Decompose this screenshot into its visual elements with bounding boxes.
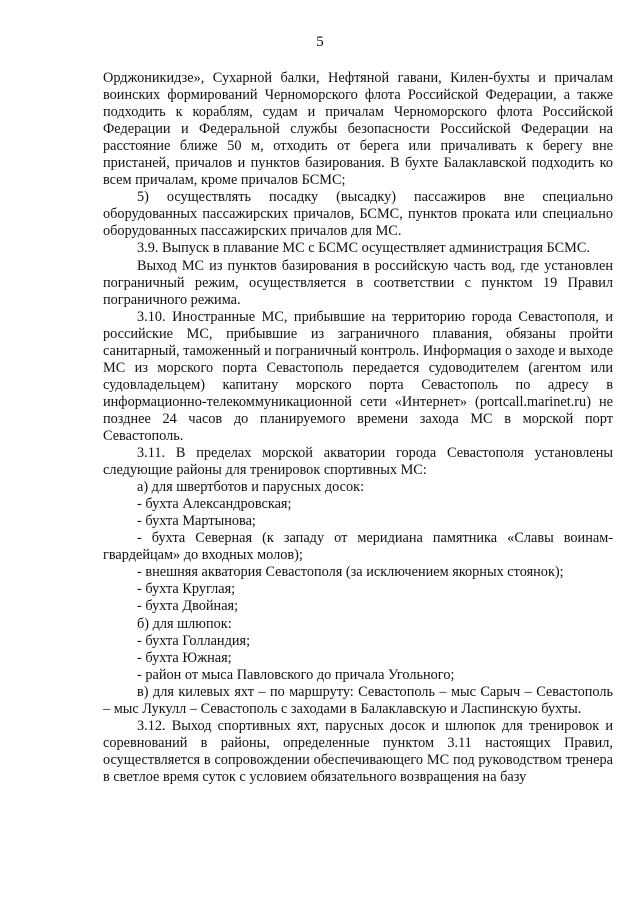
- list-item: - район от мыса Павловского до причала Угольного;: [137, 666, 455, 683]
- paragraph-3-11: 3.11. В пределах морской акватории города Севастополя установлены следующие районы для тренировок спортивных МС:: [103, 445, 613, 479]
- paragraph-border-regime: Выход МС из пунктов базирования в российскую часть вод, где установлен пограничный режим, осуществляется в соответствии с пунктом 19 Правил пограничного режима.: [103, 257, 613, 308]
- paragraph-3-9: 3.9. Выпуск в плавание МС с БСМС осуществляет администрация БСМС.: [137, 240, 590, 257]
- list-item: - внешняя акватория Севастополя (за исключением якорных стоянок);: [137, 564, 564, 581]
- list-heading-a: а) для швертботов и парусных досок:: [137, 479, 365, 496]
- list-item: - бухта Северная (к западу от меридиана памятника «Славы воинам-гвардейцам» до входных молов);: [103, 530, 613, 564]
- paragraph-item-5: 5) осуществлять посадку (высадку) пассажиров вне специально оборудованных пассажирских причалов, БСМС, пунктов проката или специально оборудованных пассажирских причалов для МС.: [103, 189, 613, 240]
- list-heading-b: б) для шлюпок:: [137, 615, 232, 632]
- list-item: - бухта Голландия;: [137, 632, 251, 649]
- list-item: - бухта Круглая;: [137, 581, 236, 598]
- paragraph-3-10: 3.10. Иностранные МС, прибывшие на территорию города Севастополя, и российские МС, прибывшие из заграничного плавания, обязаны пройти санитарный, таможенный и пограничный контроль. Информация о заходе и выходе МС из морского порта Севастополь передается судоводителем (агентом или судовладельцем) капитану морского порта Севастополь по адресу в информационно-телекоммуникационной сети «Интернет» (portcall.marinet.ru) не позднее 24 часов до планируемого времени захода МС в морской порт Севастополь.: [103, 308, 613, 444]
- paragraph-continuation: Орджоникидзе», Сухарной балки, Нефтяной гавани, Килен-бухты и причалам воинских формирований Черноморского флота Российской Федерации, а также подходить к кораблям, судам и причалам Черноморского флота Российской Федерации и Федеральной службы безопасности Российской Федерации на расстояние ближе 50 м, отходить от берега или причаливать к берегу вне пристаней, причалов и пунктов базирования. В бухте Балаклавской подходить ко всем причалам, кроме причалов БСМС;: [103, 70, 613, 189]
- list-item: - бухта Двойная;: [137, 598, 239, 615]
- list-item: - бухта Мартынова;: [137, 513, 256, 530]
- list-item: - бухта Александровская;: [137, 496, 292, 513]
- list-item: - бухта Южная;: [137, 649, 232, 666]
- page-number: 5: [316, 34, 324, 50]
- list-heading-v: в) для килевых яхт – по маршруту: Севастополь – мыс Сарыч – Севастополь – мыс Лукулл – Севастополь с заходами в Балаклавскую и Ласпинскую бухты.: [103, 683, 613, 717]
- paragraph-3-12: 3.12. Выход спортивных яхт, парусных досок и шлюпок для тренировок и соревнований в районы, определенные пунктом 3.11 настоящих Правил, осуществляется в сопровождении обеспечивающего МС под руководством тренера в светлое время суток с условием обязательного возвращения на базу: [103, 717, 613, 785]
- document-body: [103, 70, 613, 786]
